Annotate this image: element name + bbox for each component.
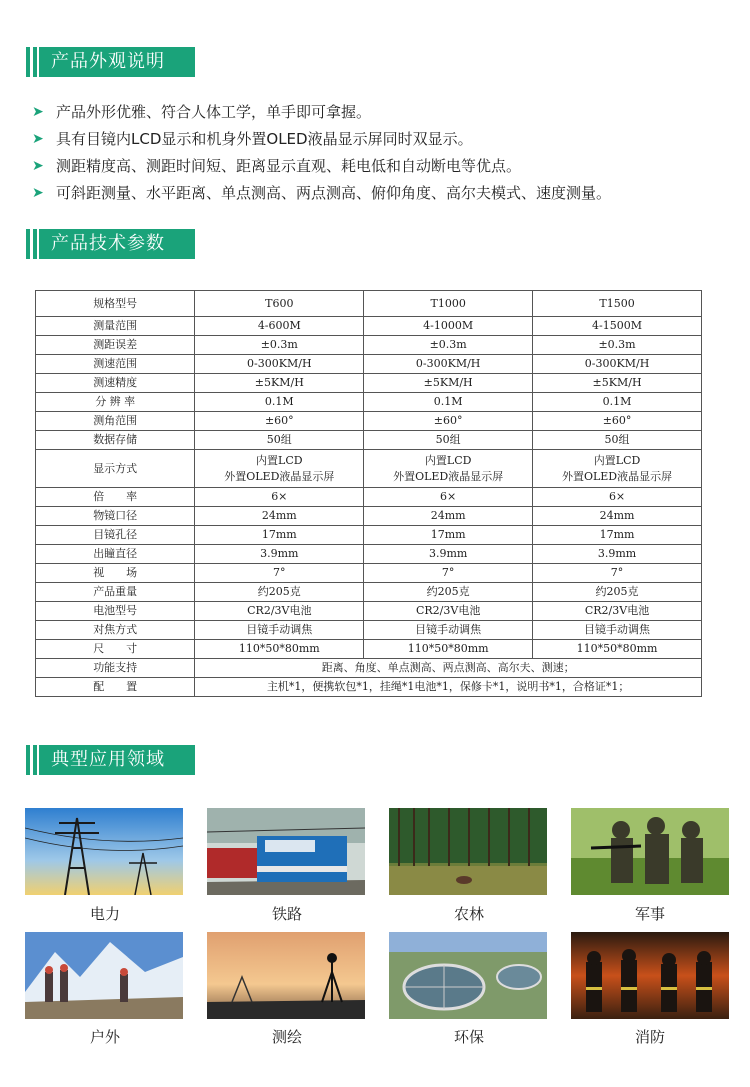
table-cell: ±0.3m bbox=[533, 336, 702, 355]
table-cell: 配 置 bbox=[36, 678, 195, 697]
section-header-appearance bbox=[26, 47, 195, 77]
table-cell: 目镜手动调焦 bbox=[533, 621, 702, 640]
table-row bbox=[36, 545, 702, 564]
table-cell: 对焦方式 bbox=[36, 621, 195, 640]
table-cell: 尺 寸 bbox=[36, 640, 195, 659]
display-line: 外置OLED液晶显示屏 bbox=[224, 469, 335, 483]
table-cell: 规格型号 bbox=[36, 291, 195, 317]
table-cell: ±0.3m bbox=[195, 336, 364, 355]
table-row bbox=[36, 317, 702, 336]
table-cell: 6× bbox=[364, 488, 533, 507]
feature-text: 具有目镜内LCD显示和机身外置OLED液晶显示屏同时双显示。 bbox=[56, 130, 473, 148]
arrow-bullet-icon: ➤ bbox=[32, 184, 44, 201]
section-header-applications bbox=[26, 745, 195, 775]
list-item bbox=[32, 125, 732, 152]
section-title: 产品技术参数 bbox=[39, 229, 195, 259]
firefighters-photo-icon bbox=[571, 932, 729, 1019]
table-cell: 6× bbox=[195, 488, 364, 507]
section-title: 典型应用领域 bbox=[39, 745, 195, 775]
table-cell: ±5KM/H bbox=[195, 374, 364, 393]
table-cell: T1500 bbox=[533, 291, 702, 317]
application-firefighting bbox=[571, 932, 731, 1019]
feature-text: 可斜距测量、水平距离、单点测高、两点测高、俯仰角度、高尔夫模式、速度测量。 bbox=[56, 184, 612, 202]
application-power bbox=[25, 808, 185, 895]
table-row bbox=[36, 640, 702, 659]
table-row bbox=[36, 412, 702, 431]
list-item bbox=[32, 98, 732, 125]
display-line: 内置LCD bbox=[256, 453, 303, 467]
table-cell: 4-1500M bbox=[533, 317, 702, 336]
table-row bbox=[36, 374, 702, 393]
table-cell: ±60° bbox=[533, 412, 702, 431]
table-cell: 4-600M bbox=[195, 317, 364, 336]
header-bars-decoration bbox=[26, 745, 37, 775]
soldiers-photo-icon bbox=[571, 808, 729, 895]
arrow-bullet-icon: ➤ bbox=[32, 130, 44, 147]
table-cell: CR2/3V电池 bbox=[364, 602, 533, 621]
table-cell: 目镜孔径 bbox=[36, 526, 195, 545]
table-cell: 目镜手动调焦 bbox=[195, 621, 364, 640]
table-row bbox=[36, 564, 702, 583]
section-title: 产品外观说明 bbox=[39, 47, 195, 77]
application-label: 铁路 bbox=[271, 905, 302, 923]
feature-text: 产品外形优雅、符合人体工学，单手即可拿握。 bbox=[56, 103, 372, 121]
table-cell: 电池型号 bbox=[36, 602, 195, 621]
table-cell: 产品重量 bbox=[36, 583, 195, 602]
table-cell: 0.1M bbox=[195, 393, 364, 412]
table-header-row bbox=[36, 291, 702, 317]
display-line: 外置OLED液晶显示屏 bbox=[393, 469, 504, 483]
table-cell: 出瞳直径 bbox=[36, 545, 195, 564]
table-cell: 7° bbox=[533, 564, 702, 583]
table-cell: 24mm bbox=[533, 507, 702, 526]
table-row bbox=[36, 336, 702, 355]
table-cell: ±5KM/H bbox=[533, 374, 702, 393]
table-cell: 4-1000M bbox=[364, 317, 533, 336]
table-cell: ±60° bbox=[364, 412, 533, 431]
table-cell: 显示方式 bbox=[36, 450, 195, 488]
table-cell: 110*50*80mm bbox=[533, 640, 702, 659]
display-line: 内置LCD bbox=[593, 453, 641, 467]
table-cell: 视 场 bbox=[36, 564, 195, 583]
table-cell: 约205克 bbox=[533, 583, 702, 602]
table-cell: 24mm bbox=[364, 507, 533, 526]
railway-train-photo-icon bbox=[207, 808, 365, 895]
table-cell: 3.9mm bbox=[195, 545, 364, 564]
table-cell: 0.1M bbox=[533, 393, 702, 412]
table-cell: ±5KM/H bbox=[364, 374, 533, 393]
table-cell: 距离、角度、单点测高、两点测高、高尔夫、测速； bbox=[195, 659, 702, 678]
table-row-functions bbox=[36, 659, 702, 678]
mountain-hikers-photo-icon bbox=[25, 932, 183, 1019]
table-cell: 3.9mm bbox=[533, 545, 702, 564]
table-cell: 7° bbox=[195, 564, 364, 583]
table-cell: ±60° bbox=[195, 412, 364, 431]
application-outdoor bbox=[25, 932, 185, 1019]
table-cell: 110*50*80mm bbox=[364, 640, 533, 659]
table-cell: 17mm bbox=[533, 526, 702, 545]
table-cell: 测速精度 bbox=[36, 374, 195, 393]
list-item bbox=[32, 152, 732, 179]
application-environmental bbox=[389, 932, 549, 1019]
table-row bbox=[36, 621, 702, 640]
table-cell: 17mm bbox=[364, 526, 533, 545]
table-cell: 数据存储 bbox=[36, 431, 195, 450]
table-row-display bbox=[36, 450, 702, 488]
application-railway bbox=[207, 808, 367, 895]
table-cell: 0-300KM/H bbox=[364, 355, 533, 374]
application-label: 电力 bbox=[89, 905, 120, 923]
application-label: 测绘 bbox=[271, 1028, 302, 1046]
arrow-bullet-icon: ➤ bbox=[32, 103, 44, 120]
arrow-bullet-icon: ➤ bbox=[32, 157, 44, 174]
table-cell: 主机*1，便携软包*1，挂绳*1电池*1，保修卡*1，说明书*1，合格证*1； bbox=[195, 678, 702, 697]
table-cell: T600 bbox=[195, 291, 364, 317]
table-cell: 3.9mm bbox=[364, 545, 533, 564]
header-bars-decoration bbox=[26, 229, 37, 259]
table-cell: 目镜手动调焦 bbox=[364, 621, 533, 640]
table-cell: 7° bbox=[364, 564, 533, 583]
table-row bbox=[36, 488, 702, 507]
table-cell: CR2/3V电池 bbox=[195, 602, 364, 621]
application-forestry bbox=[389, 808, 549, 895]
table-cell: 分 辨 率 bbox=[36, 393, 195, 412]
water-treatment-photo-icon bbox=[389, 932, 547, 1019]
surveyor-photo-icon bbox=[207, 932, 365, 1019]
table-cell bbox=[364, 450, 533, 488]
table-cell: 50组 bbox=[533, 431, 702, 450]
table-cell: 测角范围 bbox=[36, 412, 195, 431]
table-row bbox=[36, 431, 702, 450]
application-label: 农林 bbox=[453, 905, 484, 923]
table-cell: 6× bbox=[533, 488, 702, 507]
table-cell: 约205克 bbox=[195, 583, 364, 602]
table-cell: ±0.3m bbox=[364, 336, 533, 355]
applications-grid bbox=[25, 808, 735, 1078]
table-cell: 50组 bbox=[364, 431, 533, 450]
table-row bbox=[36, 583, 702, 602]
header-bars-decoration bbox=[26, 47, 37, 77]
power-lines-photo-icon bbox=[25, 808, 183, 895]
application-label: 消防 bbox=[634, 1028, 665, 1046]
feature-list bbox=[32, 98, 732, 206]
table-cell: 物镜口径 bbox=[36, 507, 195, 526]
display-line: 外置OLED液晶显示屏 bbox=[561, 469, 673, 483]
table-cell: T1000 bbox=[364, 291, 533, 317]
table-cell bbox=[533, 450, 702, 488]
table-cell: CR2/3V电池 bbox=[533, 602, 702, 621]
application-label: 户外 bbox=[89, 1028, 120, 1046]
table-cell: 测距误差 bbox=[36, 336, 195, 355]
table-cell bbox=[195, 450, 364, 488]
table-cell: 功能支持 bbox=[36, 659, 195, 678]
table-cell: 约205克 bbox=[364, 583, 533, 602]
spec-table bbox=[35, 290, 702, 697]
forest-photo-icon bbox=[389, 808, 547, 895]
table-cell: 测量范围 bbox=[36, 317, 195, 336]
table-cell: 17mm bbox=[195, 526, 364, 545]
table-cell: 测速范围 bbox=[36, 355, 195, 374]
table-cell: 50组 bbox=[195, 431, 364, 450]
table-cell: 24mm bbox=[195, 507, 364, 526]
application-military bbox=[571, 808, 731, 895]
table-cell: 0.1M bbox=[364, 393, 533, 412]
table-cell: 0-300KM/H bbox=[195, 355, 364, 374]
application-surveying bbox=[207, 932, 367, 1019]
display-line: 内置LCD bbox=[424, 453, 472, 467]
application-label: 环保 bbox=[453, 1028, 484, 1046]
application-label: 军事 bbox=[634, 905, 665, 923]
table-cell: 110*50*80mm bbox=[195, 640, 364, 659]
table-row bbox=[36, 355, 702, 374]
feature-text: 测距精度高、测距时间短、距离显示直观、耗电低和自动断电等优点。 bbox=[56, 157, 522, 175]
table-cell: 倍 率 bbox=[36, 488, 195, 507]
table-row bbox=[36, 526, 702, 545]
table-row bbox=[36, 602, 702, 621]
table-row-config bbox=[36, 678, 702, 697]
list-item bbox=[32, 179, 732, 206]
table-row bbox=[36, 507, 702, 526]
section-header-specs bbox=[26, 229, 195, 259]
table-row bbox=[36, 393, 702, 412]
table-cell: 0-300KM/H bbox=[533, 355, 702, 374]
